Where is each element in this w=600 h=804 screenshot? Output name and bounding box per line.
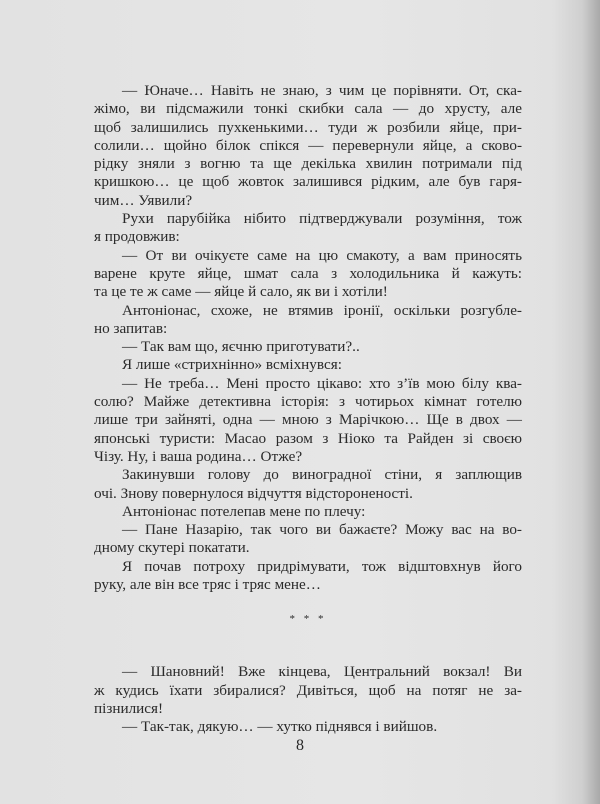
text-line: Чізу. Ну, і ваша родина… Отже? <box>94 447 303 465</box>
page-number: 8 <box>296 737 304 754</box>
text-line: — От ви очікуєте саме на цю смакоту, а вам приносять <box>122 246 522 264</box>
text-line: дному скутері покатати. <box>94 539 250 557</box>
book-page-text <box>94 82 522 737</box>
text-line: Закинувши голову до виноградної стіни, я заплющив <box>122 466 522 484</box>
text-line: очі. Знову повернулося відчуття відстороненості. <box>94 484 413 502</box>
text-line: — Юначе… Навіть не знаю, з чим це порівняти. От, ска- <box>122 82 522 99</box>
text-line: жімо, ви підсмажили тонкі скибки сала — до хрусту, але <box>94 100 522 118</box>
text-line: я продовжив: <box>94 228 180 246</box>
text-block-after-separator <box>94 663 522 736</box>
text-line: кришкою… це щоб жовток залишився рідким, але був гаря- <box>94 173 522 191</box>
text-line: но запитав: <box>94 319 168 337</box>
text-line: Я почав потроху придрімувати, тож відштовхнув його <box>122 557 522 575</box>
text-line: — Пане Назарію, так чого ви бажаєте? Можу вас на во- <box>122 521 522 539</box>
text-line: Антоніонас потелепав мене по плечу: <box>122 502 366 520</box>
text-line: ж кудись їхати збиралися? Дивіться, щоб на потяг не за- <box>94 681 522 699</box>
text-block-before-separator <box>94 82 522 594</box>
separator-asterisks: * * * <box>289 613 327 626</box>
text-line: рідку зняли з вогню та ще декілька хвилин потримали під <box>94 155 522 173</box>
text-line: солю? Майже детективна історія: з чотирьох кімнат готелю <box>94 393 522 411</box>
text-line: солили… щойно білок спікся — перевернули яйце, а сково- <box>94 136 522 154</box>
text-line: варене круте яйце, шмат сала з холодильника й кажуть: <box>94 264 522 282</box>
text-line: — Шановний! Вже кінцева, Центральний вокзал! Ви <box>122 663 522 681</box>
text-line: Рухи парубійка нібито підтверджували розуміння, тож <box>122 210 522 228</box>
text-line: щоб залишились пухкенькими… туди ж розбили яйце, при- <box>94 118 522 136</box>
text-line: — Так вам що, яєчню приготувати?.. <box>122 338 360 356</box>
text-line: Антоніонас, схоже, не втямив іронії, оскільки розгубле- <box>122 301 522 319</box>
text-line: Я лише «стрихнінно» всміхнувся: <box>122 356 342 374</box>
text-line: пізнилися! <box>94 699 164 717</box>
text-line: японські туристи: Масао разом з Ніоко та Райден зі своєю <box>94 429 522 447</box>
section-separator <box>94 594 522 663</box>
text-line: чим… Уявили? <box>94 191 193 209</box>
text-line: — Не треба… Мені просто цікаво: хто з’їв мою білу ква- <box>122 374 522 392</box>
text-line: — Так-так, дякую… — хутко піднявся і вийшов. <box>122 718 438 736</box>
text-line: лише три зайняті, одна — мною з Марічкою… Ще в двох — <box>94 411 522 429</box>
text-line: руку, але він все тряс і тряс мене… <box>94 576 321 594</box>
text-line: та це те ж саме — яйце й сало, як ви і хотіли! <box>94 283 388 301</box>
